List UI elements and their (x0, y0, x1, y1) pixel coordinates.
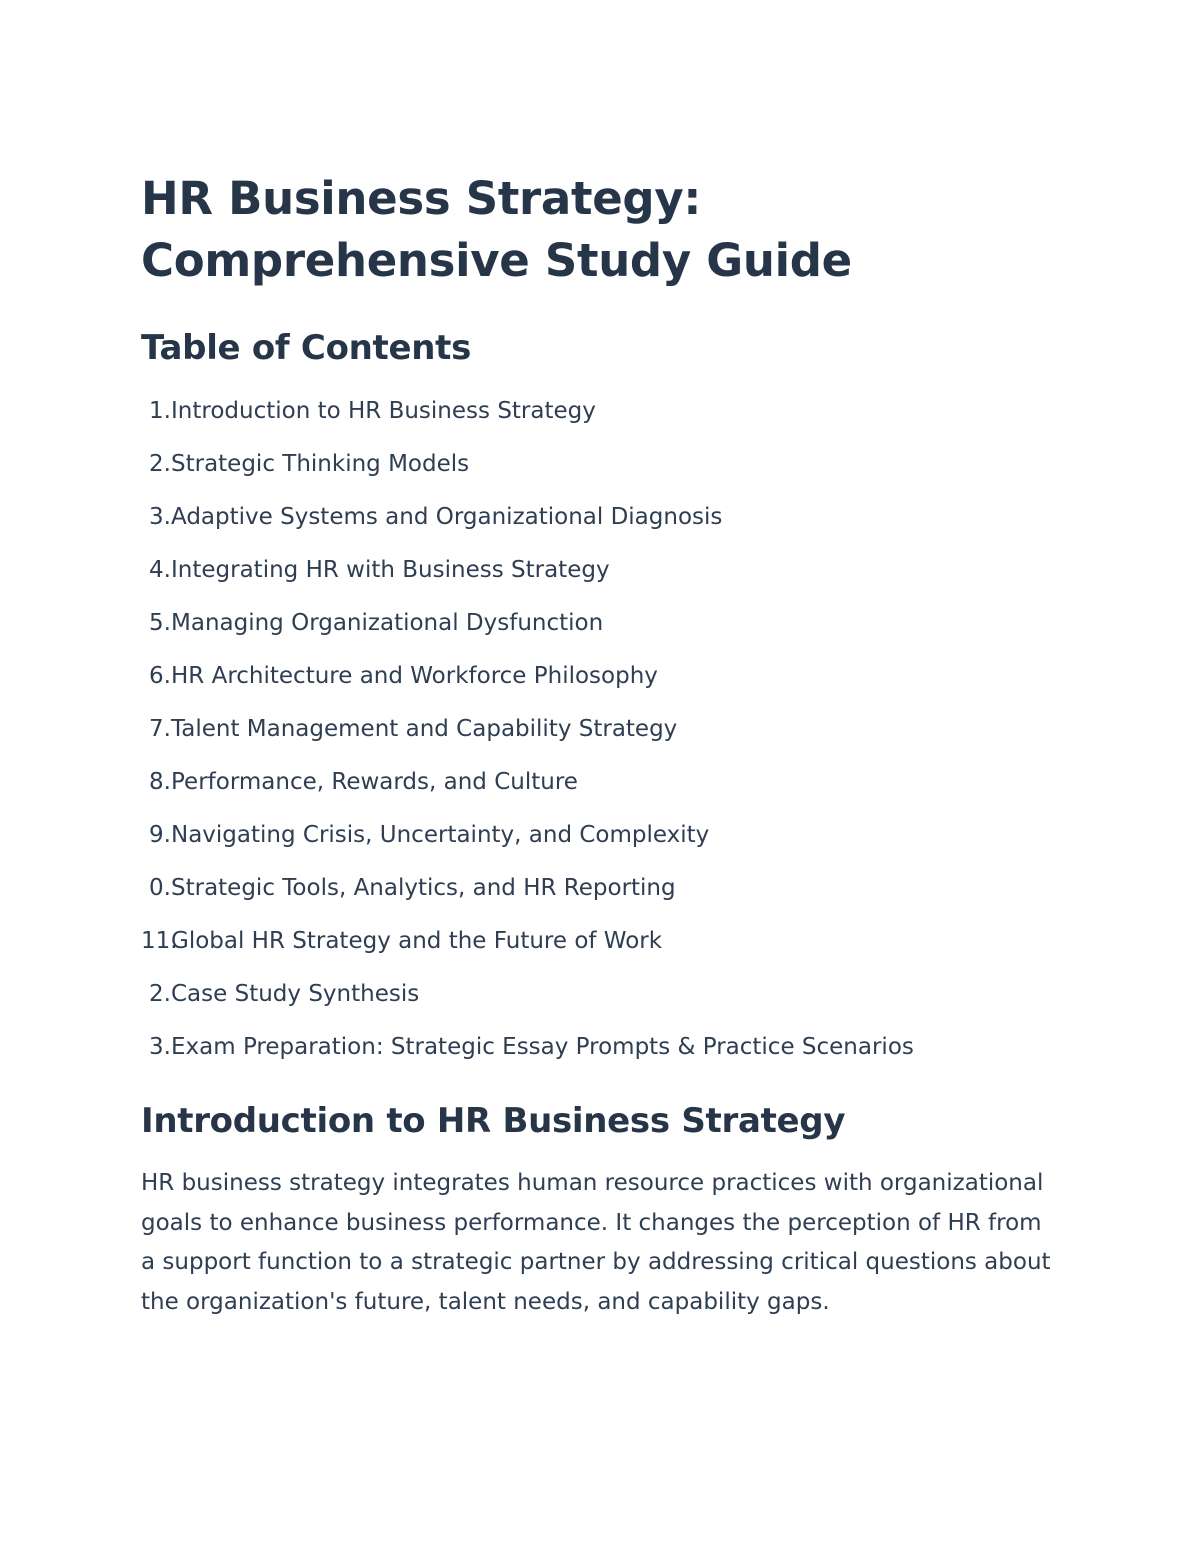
toc-item-number: 0. (149, 875, 171, 901)
table-of-contents (141, 393, 1061, 1082)
toc-item-label: Introduction to HR Business Strategy (171, 398, 596, 424)
toc-item (141, 764, 1061, 817)
toc-item-number: 2. (149, 981, 171, 1007)
toc-item (141, 870, 1061, 923)
toc-item-number: 5. (149, 610, 171, 636)
toc-item (141, 605, 1061, 658)
toc-item-number: 3. (149, 1034, 171, 1060)
toc-item (141, 393, 1061, 446)
toc-item-label: Performance, Rewards, and Culture (171, 769, 578, 795)
toc-item-number: 1. (149, 398, 171, 424)
toc-item (141, 446, 1061, 499)
toc-item (141, 711, 1061, 764)
section-paragraph: HR business strategy integrates human resource practices with organizational goals to enhance business performance. It changes the perception of HR from a support function to a strategic partner by addressing critical questions about the organization's future, talent needs, and capability gaps. (141, 1170, 1051, 1315)
toc-item (141, 817, 1061, 870)
toc-item (141, 499, 1061, 552)
toc-item-label: Managing Organizational Dysfunction (171, 610, 604, 636)
toc-item (141, 658, 1061, 711)
toc-item-number: 2. (149, 451, 171, 477)
toc-item-label: Case Study Synthesis (171, 981, 420, 1007)
toc-item-label: Adaptive Systems and Organizational Diagnosis (171, 504, 723, 530)
section-heading-introduction: Introduction to HR Business Strategy (141, 1101, 846, 1141)
toc-item-number: 7. (149, 716, 171, 742)
toc-item (141, 552, 1061, 605)
toc-item-label: HR Architecture and Workforce Philosophy (171, 663, 658, 689)
toc-item-number: 4. (149, 557, 171, 583)
toc-item-number: 9. (149, 822, 171, 848)
toc-item-label: Global HR Strategy and the Future of Work (171, 928, 663, 954)
toc-item-label: Talent Management and Capability Strategy (171, 716, 678, 742)
toc-item (141, 976, 1061, 1029)
toc-item-number: 6. (149, 663, 171, 689)
toc-item-label: Integrating HR with Business Strategy (171, 557, 610, 583)
toc-item-label: Strategic Thinking Models (171, 451, 470, 477)
toc-item-label: Navigating Crisis, Uncertainty, and Complexity (171, 822, 710, 848)
document-content (141, 168, 1061, 1322)
toc-item-number: 11. (141, 928, 178, 954)
toc-item-label: Exam Preparation: Strategic Essay Prompts & Practice Scenarios (171, 1034, 914, 1060)
toc-item-number: 8. (149, 769, 171, 795)
toc-item-label: Strategic Tools, Analytics, and HR Reporting (171, 875, 676, 901)
toc-item-number: 3. (149, 504, 171, 530)
document-title: HR Business Strategy: Comprehensive Study Guide (141, 172, 852, 287)
toc-item (141, 1029, 1061, 1082)
toc-item (141, 923, 1061, 976)
toc-heading: Table of Contents (141, 328, 472, 368)
